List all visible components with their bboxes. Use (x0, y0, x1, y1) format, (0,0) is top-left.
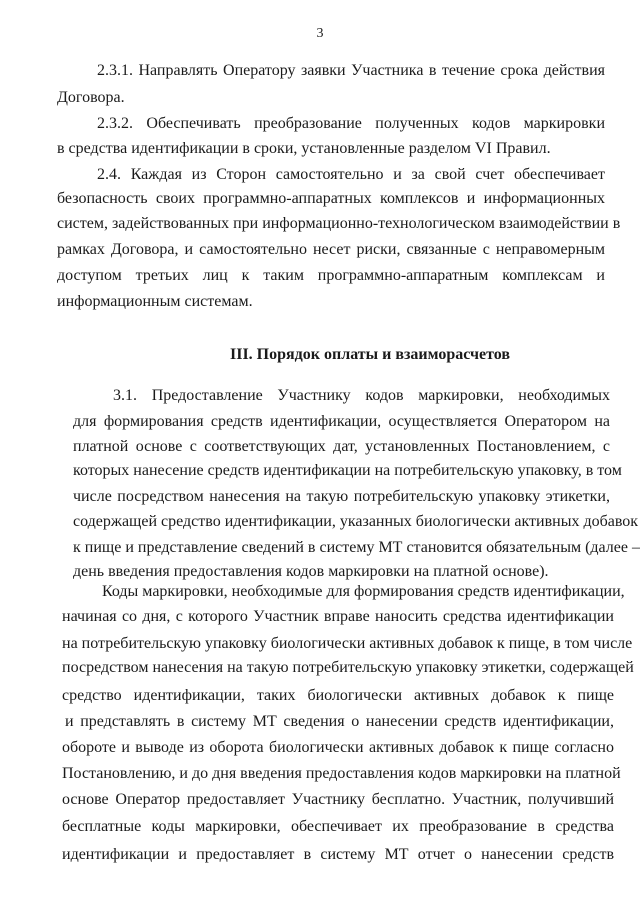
paragraph-3-1-line-5: числе посредством нанесения на такую потребительскую упаковку этикетки, (73, 488, 610, 505)
paragraph-2-3-1-line-2: Договора. (57, 89, 125, 106)
paragraph-codes-line-1: Коды маркировки, необходимые для формирования средств идентификации, (102, 583, 625, 600)
paragraph-3-1-line-1: 3.1. Предоставление Участнику кодов маркировки, необходимых (113, 387, 610, 404)
paragraph-codes-line-8: Постановлению, и до дня введения предоставления кодов маркировки на платной (62, 765, 621, 782)
paragraph-codes-line-10: бесплатные коды маркировки, обеспечивает их преобразование в средства (62, 818, 614, 835)
paragraph-codes-line-5: средство идентификации, таких биологически активных добавок к пище (62, 687, 614, 704)
paragraph-codes-line-11: идентификации и предоставляет в систему МТ отчет о нанесении средств (62, 846, 614, 863)
page-number: 3 (316, 26, 324, 41)
paragraph-codes-line-6: и представлять в систему МТ сведения о нанесении средств идентификации, (65, 713, 614, 730)
paragraph-codes-line-3: на потребительскую упаковку биологически активных добавок к пище, в том числе (62, 635, 633, 652)
paragraph-2-4-line-1: 2.4. Каждая из Сторон самостоятельно и за свой счет обеспечивает (97, 166, 605, 183)
paragraph-2-3-1-line-1: 2.3.1. Направлять Оператору заявки Участника в течение срока действия (97, 62, 605, 79)
paragraph-codes-line-9: основе Оператор предоставляет Участнику бесплатно. Участник, получивший (62, 791, 614, 808)
paragraph-2-4-line-5: доступом третьих лиц к таким программно-аппаратным комплексам и (57, 267, 605, 284)
paragraph-3-1-line-7: к пище и представление сведений в систему МТ становится обязательным (далее – (73, 539, 640, 556)
paragraph-codes-line-4: посредством нанесения на такую потребительскую упаковку этикетки, содержащей (62, 659, 634, 676)
paragraph-2-4-line-4: рамках Договора, и самостоятельно несет риски, связанные с неправомерным (57, 241, 605, 258)
paragraph-3-1-line-8: день введения предоставления кодов маркировки на платной основе). (73, 563, 549, 580)
paragraph-3-1-line-3: платной основе с соответствующих дат, установленных Постановлением, с (73, 438, 610, 455)
paragraph-3-1-line-4: которых нанесение средств идентификации на потребительскую упаковку, в том (73, 462, 622, 479)
paragraph-2-4-line-3: систем, задействованных при информационно-технологическом взаимодействии в (57, 215, 621, 232)
paragraph-codes-line-2: начиная со дня, с которого Участник вправе наносить средства идентификации (62, 608, 614, 625)
paragraph-codes-line-7: обороте и выводе из оборота биологически активных добавок к пище согласно (62, 739, 614, 756)
paragraph-2-3-2-line-1: 2.3.2. Обеспечивать преобразование полученных кодов маркировки (97, 115, 605, 132)
paragraph-2-4-line-2: безопасность своих программно-аппаратных комплексов и информационных (57, 190, 605, 207)
section-3-heading: III. Порядок оплаты и взаиморасчетов (230, 346, 511, 363)
paragraph-3-1-line-6: содержащей средство идентификации, указанных биологически активных добавок (73, 513, 639, 530)
paragraph-3-1-line-2: для формирования средств идентификации, осуществляется Оператором на (73, 413, 610, 430)
paragraph-2-4-line-6: информационным системам. (57, 293, 253, 310)
paragraph-2-3-2-line-2: в средства идентификации в сроки, установленные разделом VI Правил. (57, 140, 551, 157)
